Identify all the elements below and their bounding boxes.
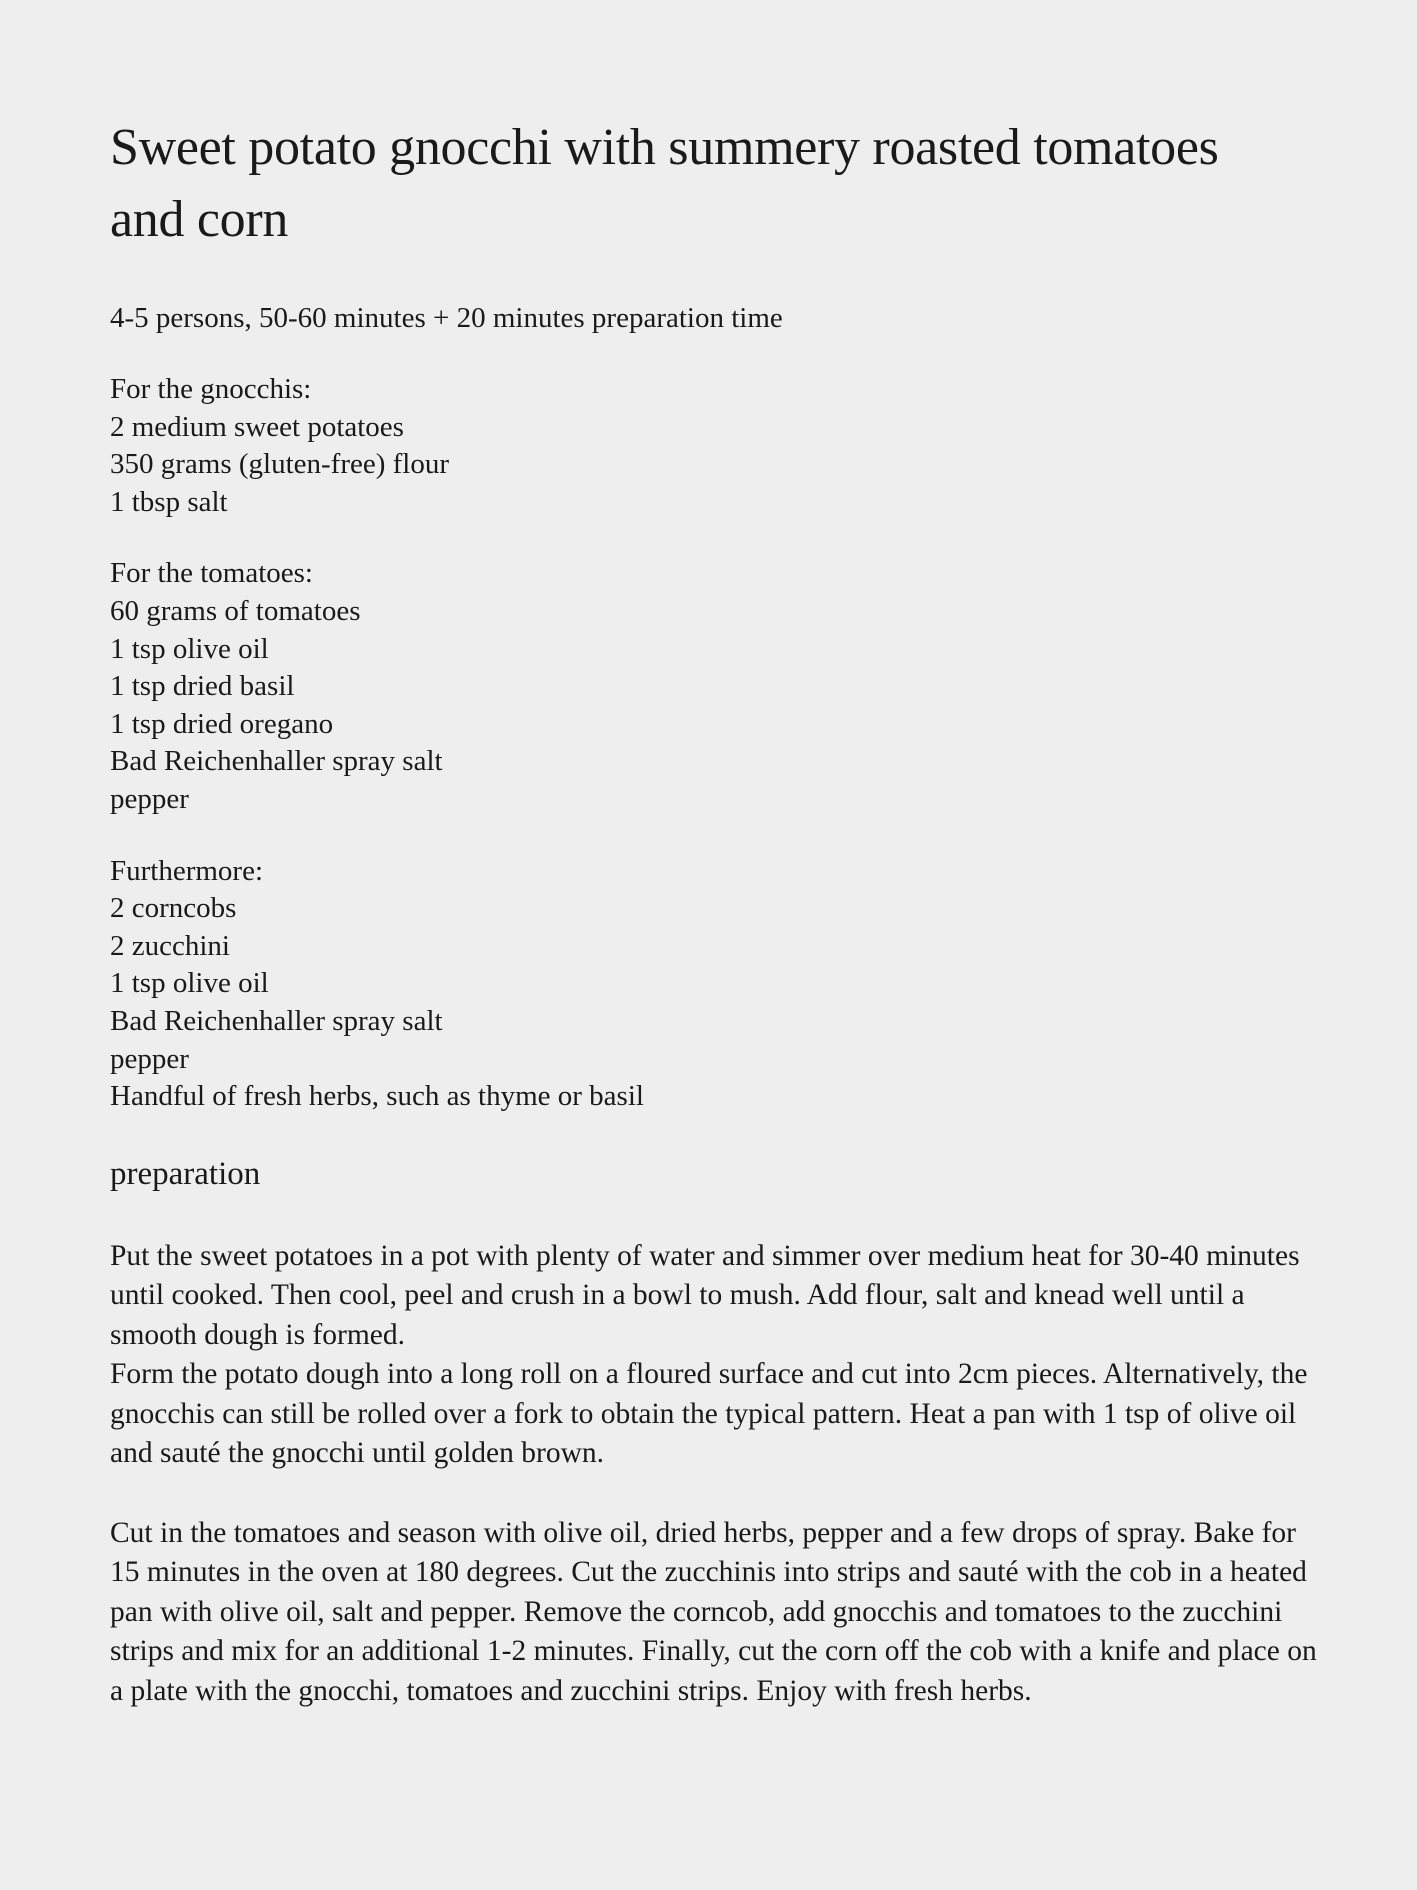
- ingredient: 1 tsp dried oregano: [110, 707, 334, 740]
- section-heading: Furthermore:: [110, 854, 264, 887]
- ingredient: pepper: [110, 1042, 189, 1075]
- preparation-paragraph: Form the potato dough into a long roll on a floured surface and cut into 2cm pieces. Alternatively, the gnocchis can still be rolled over a fork to obtain the typical pattern. Heat a pan with 1 tsp of olive oil and sauté the gnocchi until golden brown.: [110, 1358, 1308, 1470]
- ingredient: Handful of fresh herbs, such as thyme or basil: [110, 1080, 644, 1113]
- ingredient: 1 tbsp salt: [110, 485, 228, 518]
- ingredient: 60 grams of tomatoes: [110, 594, 361, 627]
- ingredients-furthermore: [110, 853, 1321, 1116]
- ingredient: Bad Reichenhaller spray salt: [110, 745, 443, 778]
- ingredient-list: [110, 593, 1321, 819]
- recipe-meta: 4-5 persons, 50-60 minutes + 20 minutes preparation time: [110, 302, 783, 334]
- ingredient: 2 zucchini: [110, 929, 230, 962]
- preparation-paragraph: Cut in the tomatoes and season with olive oil, dried herbs, pepper and a few drops of spray. Bake for 15 minutes in the oven at 180 degrees. Cut the zucchinis into strips and sauté with the cob in a heated pan with olive oil, salt and pepper. Remove the corncob, add gnocchis and tomatoes to the zucchini strips and mix for an additional 1-2 minutes. Finally, cut the corn off the cob with a knife and place on a plate with the gnocchi, tomatoes and zucchini strips. Enjoy with fresh herbs.: [110, 1516, 1317, 1707]
- ingredients-gnocchis: [110, 371, 1321, 521]
- ingredient: Bad Reichenhaller spray salt: [110, 1004, 443, 1037]
- section-heading: For the tomatoes:: [110, 557, 313, 590]
- ingredient: 1 tsp olive oil: [110, 632, 269, 665]
- ingredient: 350 grams (gluten-free) flour: [110, 448, 450, 481]
- ingredient: 1 tsp dried basil: [110, 670, 295, 703]
- ingredient: 2 corncobs: [110, 892, 237, 925]
- recipe-title: Sweet potato gnocchi with summery roasted tomatoes and corn: [110, 119, 1219, 248]
- ingredient: pepper: [110, 782, 189, 815]
- ingredients-tomatoes: [110, 555, 1321, 818]
- ingredient: 1 tsp olive oil: [110, 967, 269, 1000]
- ingredient-list: [110, 890, 1321, 1116]
- preparation-heading: preparation: [110, 1155, 261, 1192]
- ingredient: 2 medium sweet potatoes: [110, 410, 404, 443]
- section-heading: For the gnocchis:: [110, 373, 312, 405]
- ingredient-list: [110, 409, 1321, 522]
- preparation-paragraph: Put the sweet potatoes in a pot with plenty of water and simmer over medium heat for 30-40 minutes until cooked. Then cool, peel and crush in a bowl to mush. Add flour, salt and knead well until a smooth dough is formed.: [110, 1239, 1300, 1351]
